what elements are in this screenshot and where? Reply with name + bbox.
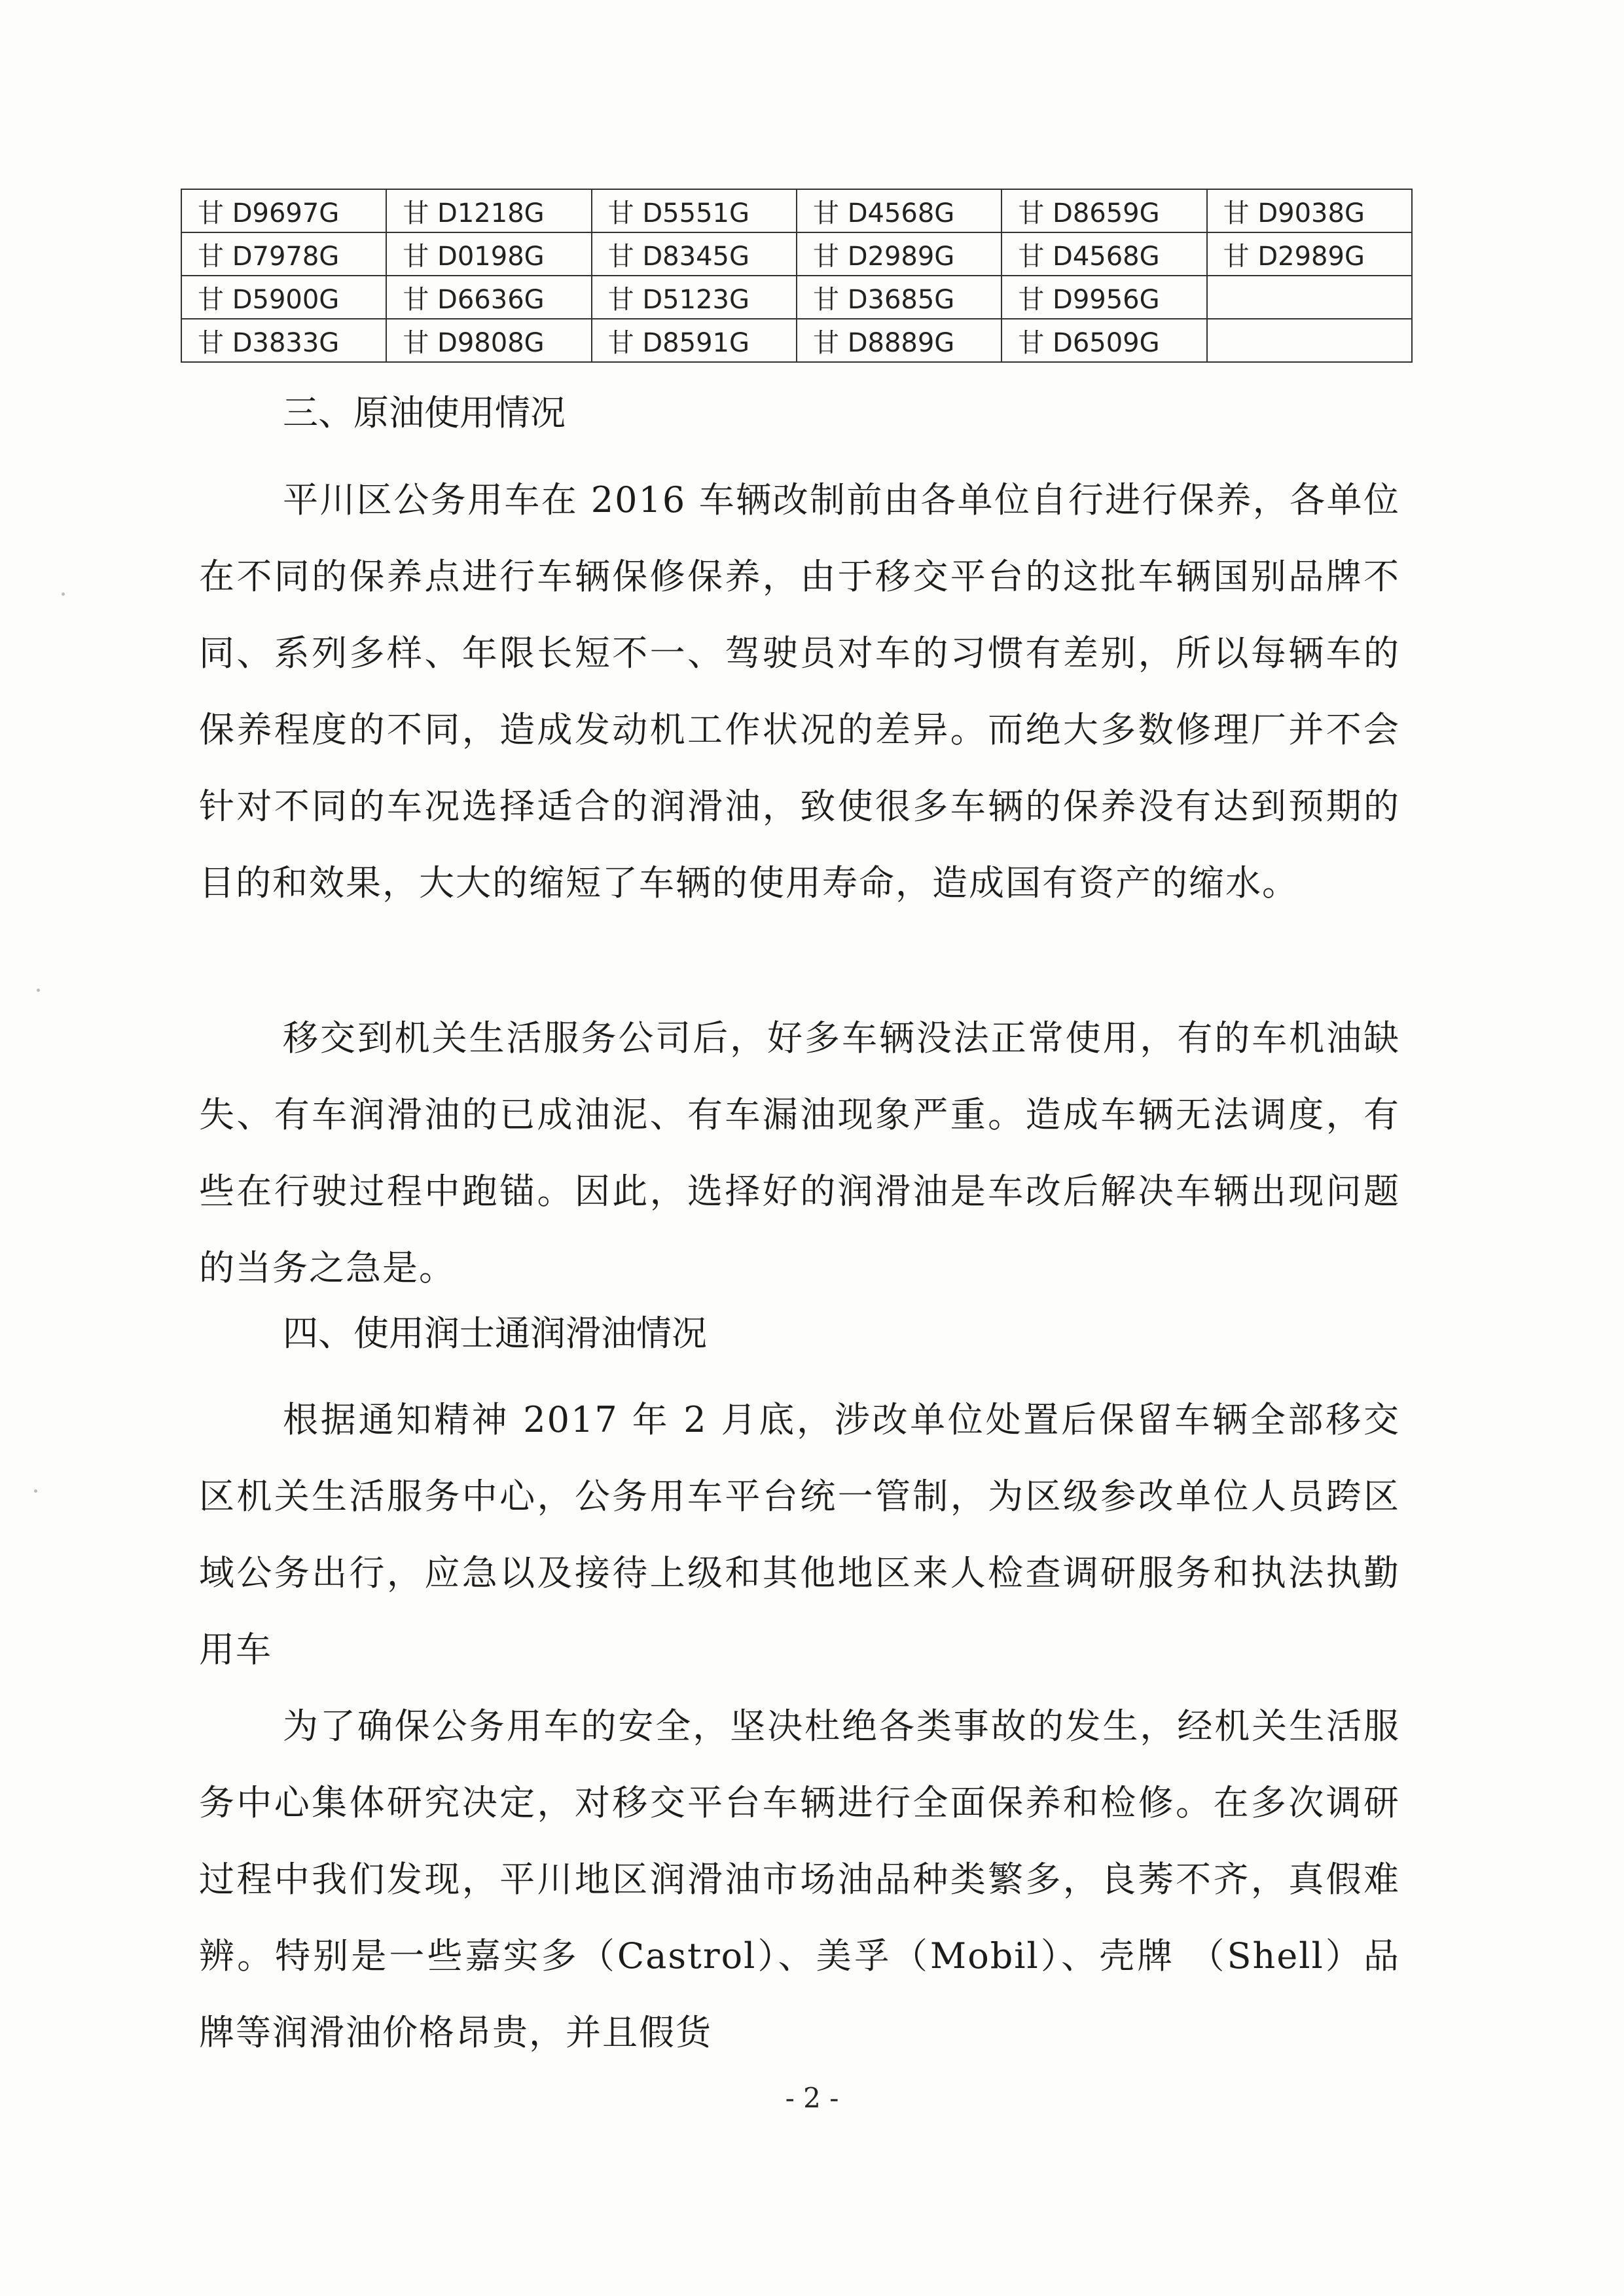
scan-speck xyxy=(37,989,40,992)
plate-cell: 甘 D4568G xyxy=(1001,232,1206,276)
plate-cell: 甘 D0198G xyxy=(386,232,591,276)
plate-cell: 甘 D9697G xyxy=(181,189,386,232)
plate-cell: 甘 D4568G xyxy=(797,189,1001,232)
section-4-paragraph-2: 为了确保公务用车的安全，坚决杜绝各类事故的发生，经机关生活服务中心集体研究决定，对移交平台车辆进行全面保养和检修。在多次调研过程中我们发现，平川地区润滑油市场油品种类繁多，良莠不齐，真假难辨。特别是一些嘉实多（Castrol）、美孚（Mobil）、壳牌 （Shell）品牌等润滑油价格昂贵，并且假货 xyxy=(199,1705,1400,2053)
table-row xyxy=(181,232,1412,276)
plate-cell: 甘 D9956G xyxy=(1001,276,1206,319)
plate-cell: 甘 D6636G xyxy=(386,276,591,319)
plate-cell: 甘 D8889G xyxy=(797,319,1001,362)
plate-cell: 甘 D8659G xyxy=(1001,189,1206,232)
plate-cell: 甘 D7978G xyxy=(181,232,386,276)
table-row xyxy=(181,189,1412,232)
page-number: - 2 - xyxy=(785,2082,839,2114)
plate-cell: 甘 D6509G xyxy=(1001,319,1206,362)
plate-cell: 甘 D2989G xyxy=(1207,232,1412,276)
table-row xyxy=(181,319,1412,362)
plate-cell: 甘 D5551G xyxy=(592,189,797,232)
license-plate-table xyxy=(181,189,1413,363)
table-row xyxy=(181,276,1412,319)
plate-table-body xyxy=(181,189,1412,362)
plate-cell: 甘 D1218G xyxy=(386,189,591,232)
section-3-paragraph-1: 平川区公务用车在 2016 车辆改制前由各单位自行进行保养，各单位在不同的保养点进行车辆保修保养，由于移交平台的这批车辆国别品牌不同、系列多样、年限长短不一、驾驶员对车的习惯有差别，所以每辆车的保养程度的不同，造成发动机工作状况的差异。而绝大多数修理厂并不会针对不同的车况选择适合的润滑油，致使很多车辆的保养没有达到预期的目的和效果，大大的缩短了车辆的使用寿命，造成国有资产的缩水。 xyxy=(199,479,1400,903)
scan-speck xyxy=(62,592,65,596)
section-3-paragraph-2: 移交到机关生活服务公司后，好多车辆没法正常使用，有的车机油缺失、有车润滑油的已成油泥、有车漏油现象严重。造成车辆无法调度，有些在行驶过程中跑锚。因此，选择好的润滑油是车改后解决车辆出现问题的当务之急是。 xyxy=(199,1017,1400,1288)
plate-cell: 甘 D5123G xyxy=(592,276,797,319)
plate-cell xyxy=(1207,276,1412,319)
section-4-heading: 四、使用润士通润滑油情况 xyxy=(283,1313,707,1354)
scan-speck xyxy=(34,1489,37,1493)
section-3-heading: 三、原油使用情况 xyxy=(283,392,566,433)
plate-cell: 甘 D9808G xyxy=(386,319,591,362)
plate-cell: 甘 D2989G xyxy=(797,232,1001,276)
section-4-paragraph-1: 根据通知精神 2017 年 2 月底，涉改单位处置后保留车辆全部移交区机关生活服务中心，公务用车平台统一管制，为区级参改单位人员跨区域公务出行，应急以及接待上级和其他地区来人检查调研服务和执法执勤用车 xyxy=(199,1399,1400,1670)
plate-cell: 甘 D3833G xyxy=(181,319,386,362)
plate-cell xyxy=(1207,319,1412,362)
plate-cell: 甘 D8345G xyxy=(592,232,797,276)
plate-cell: 甘 D3685G xyxy=(797,276,1001,319)
plate-cell: 甘 D9038G xyxy=(1207,189,1412,232)
plate-cell: 甘 D5900G xyxy=(181,276,386,319)
plate-cell: 甘 D8591G xyxy=(592,319,797,362)
